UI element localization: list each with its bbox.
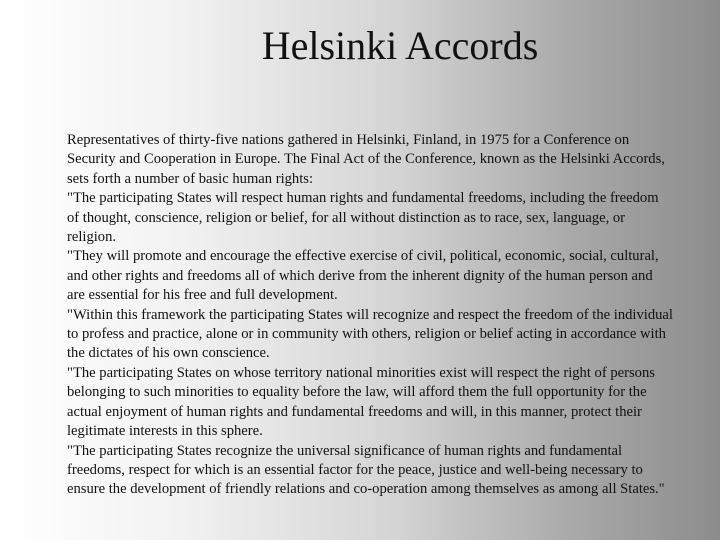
paragraph-minorities: "The participating States on whose territory national minorities exist will respect the right of persons belonging to such minorities to equality before the law, will afford them the full opportunity for the actual enjoyment of human rights and fundamental freedoms and will, in this manner, protect their legitimate interests in this sphere. xyxy=(67,364,655,440)
slide-body xyxy=(67,131,673,500)
paragraph-religious-freedom: "Within this framework the participating States will recognize and respect the freedom of the individual to profess and practice, alone or in community with others, religion or belief acting in accordance with the dictates of his own conscience. xyxy=(67,306,673,362)
slide-title: Helsinki Accords xyxy=(261,23,539,68)
paragraph-intro: Representatives of thirty-five nations gathered in Helsinki, Finland, in 1975 for a Conference on Security and Cooperation in Europe. The Final Act of the Conference, known as the Helsinki Accords, sets forth a number of basic human rights: xyxy=(67,132,665,187)
paragraph-civil-rights: "They will promote and encourage the effective exercise of civil, political, economic, social, cultural, and other rights and freedoms all of which derive from the inherent dignity of the human person and are essential for his free and full development. xyxy=(67,248,659,304)
paragraph-human-rights: "The participating States will respect human rights and fundamental freedoms, including the freedom of thought, conscience, religion or belief, for all without distinction as to race, sex, language, or religion. xyxy=(67,190,659,246)
paragraph-universal-significance: "The participating States recognize the universal significance of human rights and fundamental freedoms, respect for which is an essential factor for the peace, justice and well-being necessary to ensure the development of friendly relations and co-operation among themselves as among all States." xyxy=(67,442,665,498)
